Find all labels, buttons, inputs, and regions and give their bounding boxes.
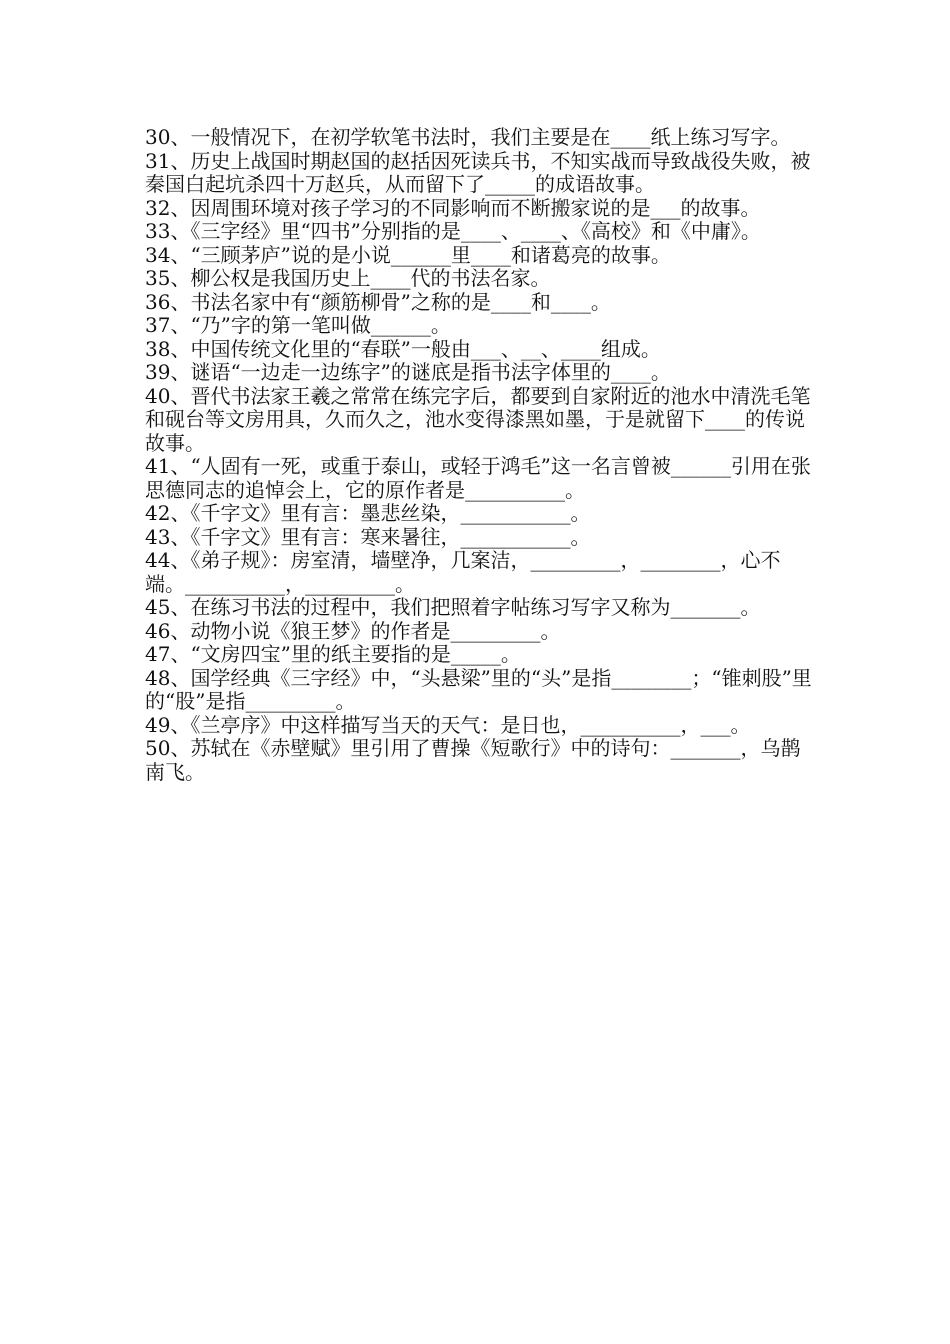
question-list	[145, 126, 817, 784]
question-42: 42、《千字文》里有言：墨悲丝染，___________。	[145, 501, 591, 525]
question-34: 34、“三顾茅庐”说的是小说______里____和诸葛亮的故事。	[145, 242, 671, 267]
question-40: 40、晋代书法家王羲之常常在练完字后，都要到自家附近的池水中清洗毛笔和砚台等文房用具，久而久之，池水变得漆黑如墨，于是就留下____的传说故事。	[145, 383, 811, 455]
question-41: 41、“人固有一死，或重于泰山，或轻于鸿毛”这一名言曾被______引用在张思德同志的追悼会上，它的原作者是__________。	[145, 454, 811, 502]
question-46: 46、动物小说《狼王梦》的作者是_________。	[145, 618, 561, 643]
question-36: 36、书法名家中有“颜筋柳骨”之称的是____和____。	[145, 289, 611, 314]
question-44: 44、《弟子规》：房室清，墙壁净，几案洁，_________，________，心不端。__________，_________。	[145, 548, 781, 596]
question-37: 37、“乃”字的第一笔叫做______。	[145, 313, 451, 337]
question-50: 50、苏轼在《赤壁赋》里引用了曹操《短歌行》中的诗句：_______，乌鹊南飞。	[145, 736, 801, 784]
question-32: 32、因周围环境对孩子学习的不同影响而不断搬家说的是___的故事。	[145, 195, 761, 220]
question-31: 31、历史上战国时期赵国的赵括因死读兵书，不知实战而导致战役失败，被秦国白起坑杀四十万赵兵，从而留下了_____的成语故事。	[145, 148, 811, 196]
question-38: 38、中国传统文化里的“春联”一般由___、__、____组成。	[145, 336, 661, 361]
question-30: 30、一般情况下，在初学软笔书法时，我们主要是在____纸上练习写字。	[145, 125, 791, 149]
question-45: 45、在练习书法的过程中，我们把照着字帖练习写字又称为_______。	[145, 595, 761, 619]
question-43: 43、《千字文》里有言：寒来暑往，___________。	[145, 524, 591, 549]
question-47: 47、“文房四宝”里的纸主要指的是_____。	[145, 642, 521, 666]
question-33: 33、《三字经》里“四书”分别指的是____、____、《高校》和《中庸》。	[145, 219, 761, 243]
question-48: 48、国学经典《三字经》中，“头悬梁”里的“头”是指________；“锥刺股”里的“股”是指_________。	[145, 665, 812, 713]
question-35: 35、柳公权是我国历史上____代的书法名家。	[145, 266, 551, 290]
question-49: 49、《兰亭序》中这样描写当天的天气：是日也，__________，___。	[145, 712, 751, 737]
question-39: 39、谜语“一边走一边练字”的谜底是指书法字体里的____。	[145, 360, 671, 384]
